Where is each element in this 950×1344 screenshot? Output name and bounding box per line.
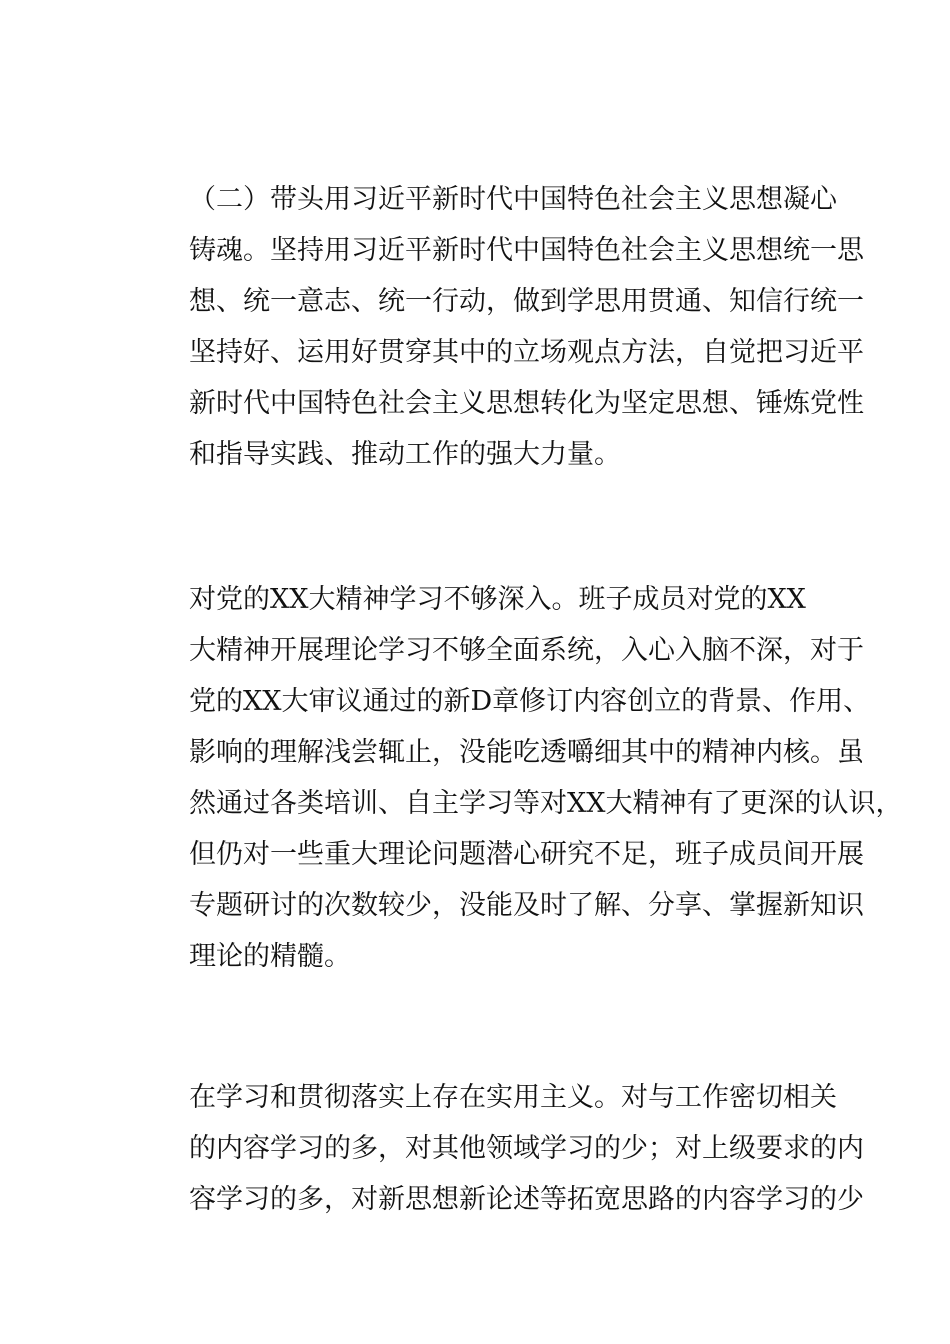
paragraph-3 bbox=[145, 1072, 864, 1225]
paragraph-line: 的内容学习的多，对其他领域学习的少；对上级要求的内 bbox=[189, 1133, 864, 1164]
paragraph-line: 理论的精髓。 bbox=[189, 941, 351, 972]
paragraph-line: 在学习和贯彻落实上存在实用主义。对与工作密切相关 bbox=[189, 1082, 837, 1113]
paragraph-line: 影响的理解浅尝辄止，没能吃透嚼细其中的精神内核。虽 bbox=[189, 737, 864, 768]
paragraph-line: （二）带头用习近平新时代中国特色社会主义思想凝心 bbox=[189, 184, 837, 215]
paragraph-line: 然通过各类培训、自主学习等对XX大精神有了更深的认识， bbox=[189, 788, 903, 819]
paragraph-line: 铸魂。坚持用习近平新时代中国特色社会主义思想统一思 bbox=[189, 235, 864, 266]
paragraph-line: 想、统一意志、统一行动，做到学思用贯通、知信行统一 bbox=[189, 286, 864, 317]
paragraph-line: 坚持好、运用好贯穿其中的立场观点方法，自觉把习近平 bbox=[189, 337, 864, 368]
paragraph-line: 新时代中国特色社会主义思想转化为坚定思想、锤炼党性 bbox=[189, 388, 864, 419]
paragraph-line: 容学习的多，对新思想新论述等拓宽思路的内容学习的少 bbox=[189, 1184, 864, 1215]
paragraph-1 bbox=[145, 174, 864, 480]
paragraph-line: 但仍对一些重大理论问题潜心研究不足，班子成员间开展 bbox=[189, 839, 864, 870]
paragraph-line: 和指导实践、推动工作的强大力量。 bbox=[189, 439, 621, 470]
paragraph-line: 大精神开展理论学习不够全面系统，入心入脑不深，对于 bbox=[189, 635, 864, 666]
paragraph-line: 对党的XX大精神学习不够深入。班子成员对党的XX bbox=[189, 584, 806, 615]
paragraph-line: 党的XX大审议通过的新D章修订内容创立的背景、作用、 bbox=[189, 686, 871, 717]
paragraph-2 bbox=[145, 574, 903, 982]
paragraph-line: 专题研讨的次数较少，没能及时了解、分享、掌握新知识 bbox=[189, 890, 864, 921]
